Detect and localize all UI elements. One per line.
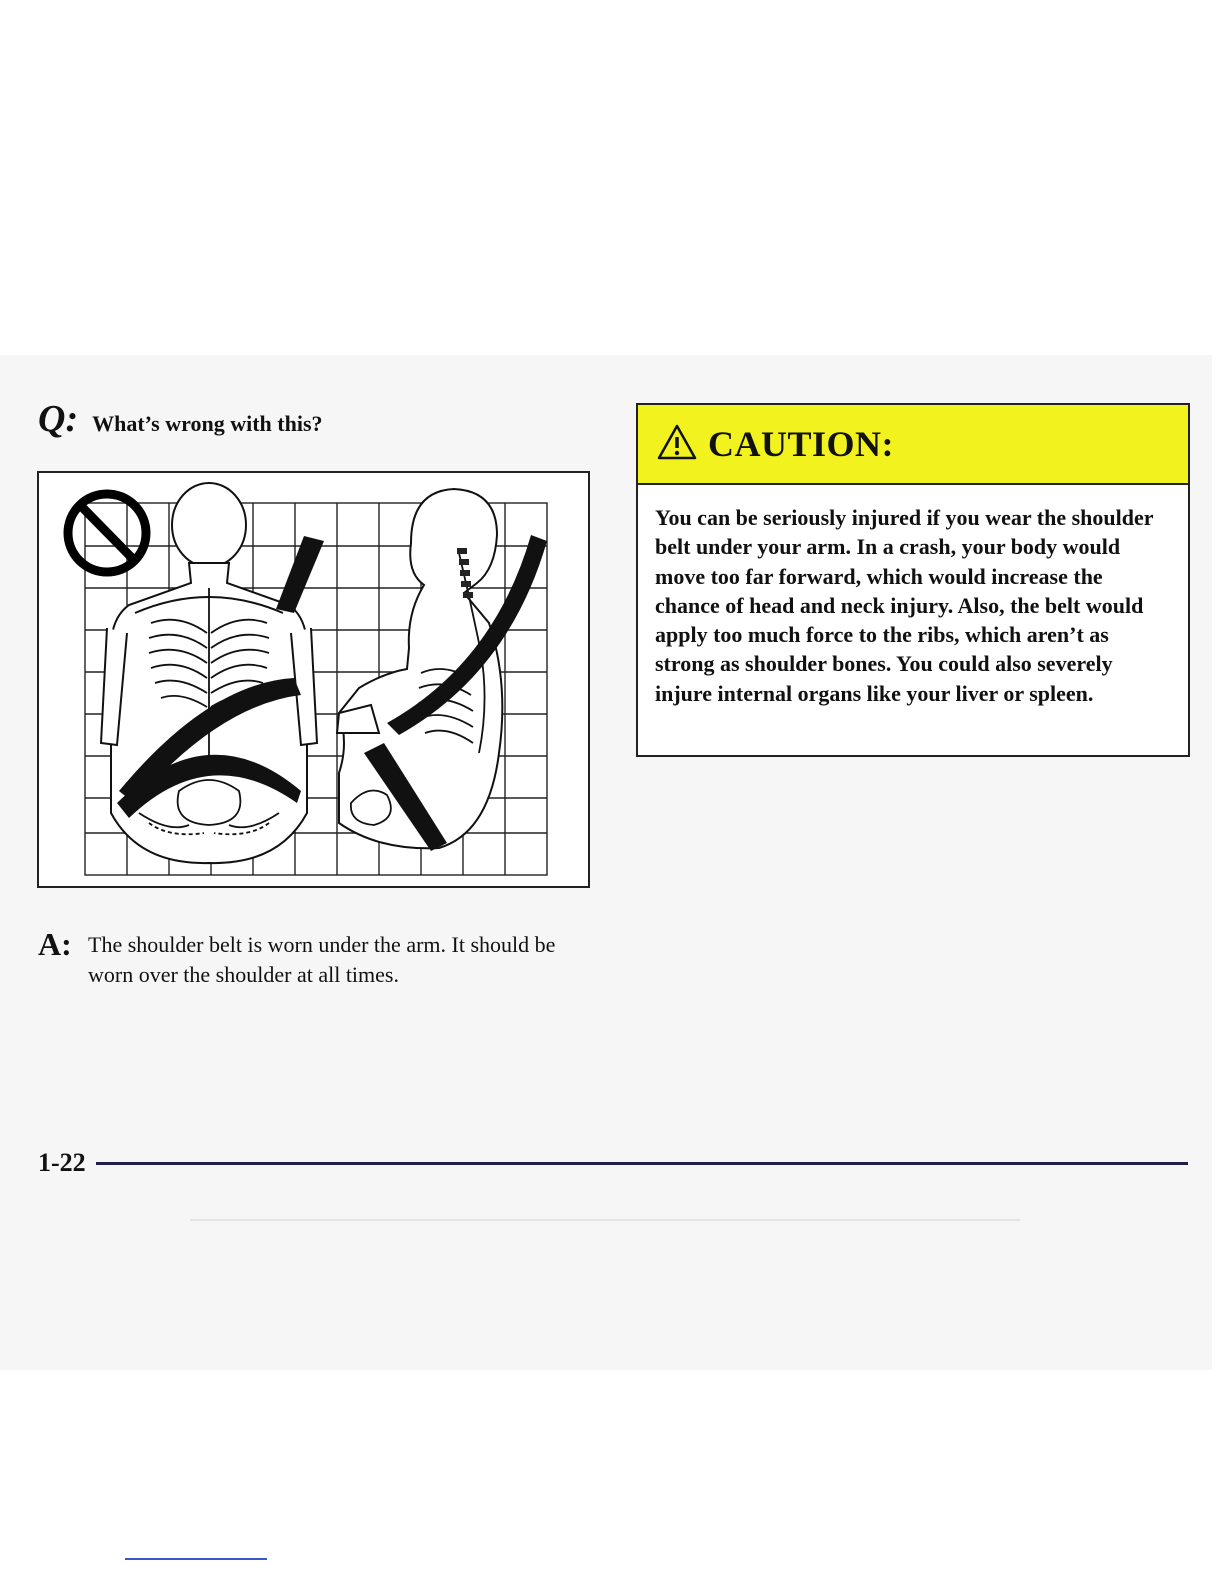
answer-marker: A: bbox=[38, 926, 72, 962]
footer-rule bbox=[96, 1162, 1188, 1165]
answer-text: The shoulder belt is worn under the arm. It should be worn over the shoulder at all times. bbox=[88, 932, 556, 987]
caution-header bbox=[638, 405, 1188, 485]
answer-line bbox=[38, 928, 598, 990]
bottom-mark bbox=[125, 1558, 267, 1560]
question-text: What’s wrong with this? bbox=[92, 411, 323, 436]
faint-divider bbox=[190, 1219, 1020, 1221]
question-line bbox=[38, 397, 323, 441]
illustration-drawing bbox=[39, 473, 588, 886]
caution-body: You can be seriously injured if you wear the shoulder belt under your arm. In a crash, your body would move too far forward, which would increase the chance of head and neck injury. Also, the belt would apply too much force to the ribs, which aren’t as strong as shoulder bones. You could also severely injure internal organs like your liver or spleen. bbox=[655, 505, 1154, 706]
question-marker: Q: bbox=[38, 398, 79, 440]
caution-box bbox=[636, 403, 1190, 757]
warning-triangle-icon bbox=[656, 423, 698, 466]
page-footer bbox=[38, 1148, 1188, 1178]
seatbelt-illustration bbox=[37, 471, 590, 888]
page-number: 1-22 bbox=[38, 1148, 86, 1177]
prohibited-icon bbox=[68, 494, 146, 572]
caution-title: CAUTION: bbox=[708, 424, 895, 464]
